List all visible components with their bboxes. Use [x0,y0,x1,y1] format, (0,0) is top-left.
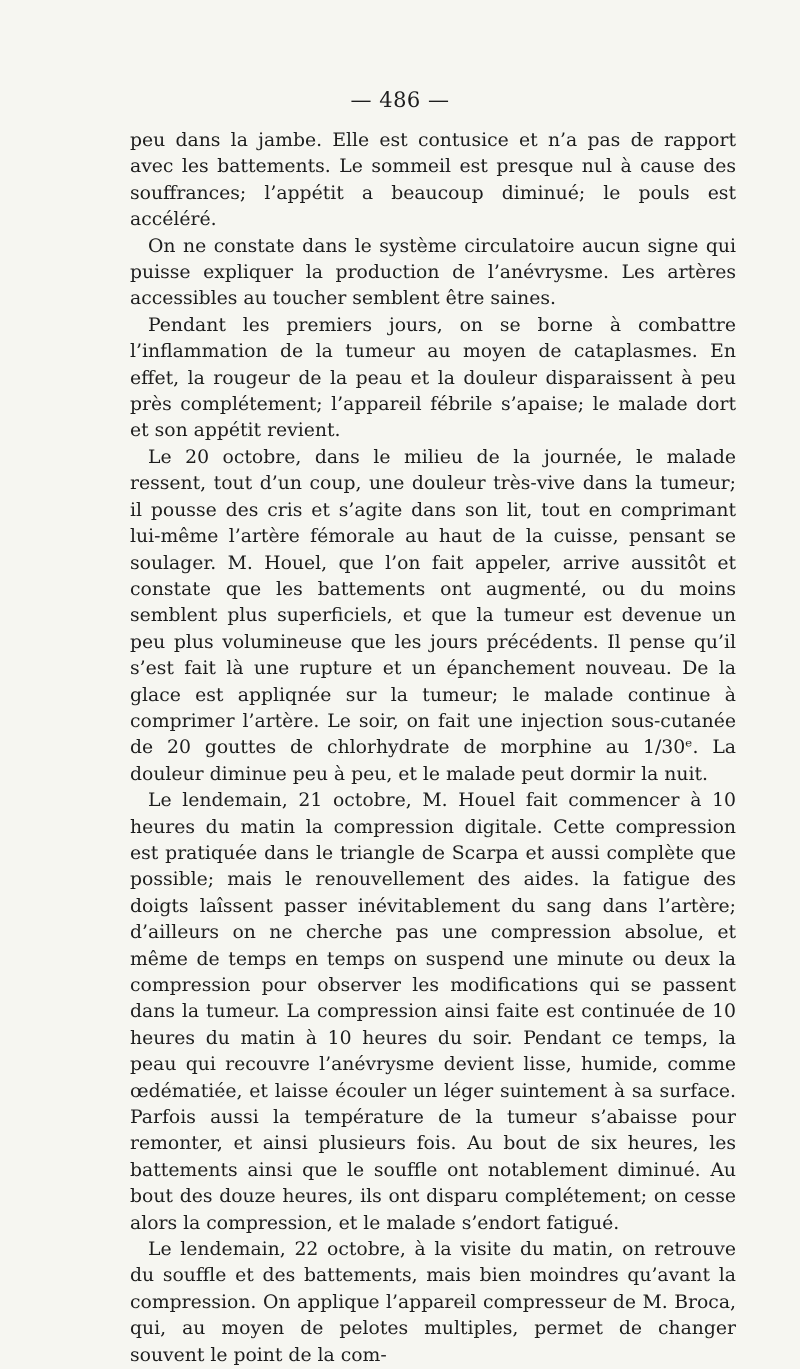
paragraph-2: On ne constate dans le système circulatoire aucun signe qui puisse expliquer la production de l’anévrysme. Les artères accessibles au toucher semblent être saines. [130,235,736,310]
paragraph-3: Pendant les premiers jours, on se borne à combattre l’inflammation de la tumeur au moyen de cataplasmes. En effet, la rougeur de la peau et la douleur disparaissent à peu près complétement; l’appareil fébrile s’apaise; le malade dort et son appétit revient. [130,314,736,442]
paragraph-5: Le lendemain, 21 octobre, M. Houel fait commencer à 10 heures du matin la compression digitale. Cette compression est pratiquée dans le triangle de Scarpa et aussi complète que possible; mais le renouvellement des aides. la fatigue des doigts laîssent passer inévitablement du sang dans l’artère; d’ailleurs on ne cherche pas une compression absolue, et même de temps en temps on suspend une minute ou deux la compression pour observer les modifications qui se passent dans la tumeur. La compression ainsi faite est continuée de 10 heures du matin à 10 heures du soir. Pendant ce temps, la peau qui recouvre l’anévrysme devient lisse, humide, comme œdématiée, et laisse écouler un léger suintement à sa surface. Parfois aussi la température de la tumeur s’abaisse pour remonter, et ainsi plusieurs fois. Au bout de six heures, les battements ainsi que le souffle ont notablement diminué. Au bout des douze heures, ils ont disparu complétement; on cesse alors la compression, et le malade s’endort fatigué. [130,790,736,1234]
paragraph-4: Le 20 octobre, dans le milieu de la journée, le malade ressent, tout d’un coup, une douleur très-vive dans la tumeur; il pousse des cris et s’agite dans son lit, tout en comprimant lui-même l’artère fémorale au haut de la cuisse, pensant se soulager. M. Houel, que l’on fait appeler, arrive aussitôt et constate que les battements ont augmenté, ou du moins semblent plus superficiels, et que la tumeur est devenue un peu plus volumineuse que les jours précédents. Il pense qu’il s’est fait là une rupture et un épanchement nouveau. De la glace est appliqnée sur la tumeur; le malade continue à comprimer l’artère. Le soir, on fait une injection sous-cutanée de 20 gouttes de chlorhydrate de morphine au 1/30ᵉ. La douleur diminue peu à peu, et le malade peut dormir la nuit. [130,446,736,785]
body-text [130,128,736,1369]
paragraph-1: peu dans la jambe. Elle est contusice et n’a pas de rapport avec les battements. Le sommeil est presque nul à cause des souffrances; l’appétit a beaucoup diminué; le pouls est accéléré. [130,130,736,231]
paragraph-6: Le lendemain, 22 octobre, à la visite du matin, on retrouve du souffle et des battements, mais bien moindres qu’avant la compression. On applique l’appareil compresseur de M. Broca, qui, au moyen de pelotes multiples, permet de changer souvent le point de la com- [130,1239,736,1366]
page-number: — 486 — [350,88,450,112]
